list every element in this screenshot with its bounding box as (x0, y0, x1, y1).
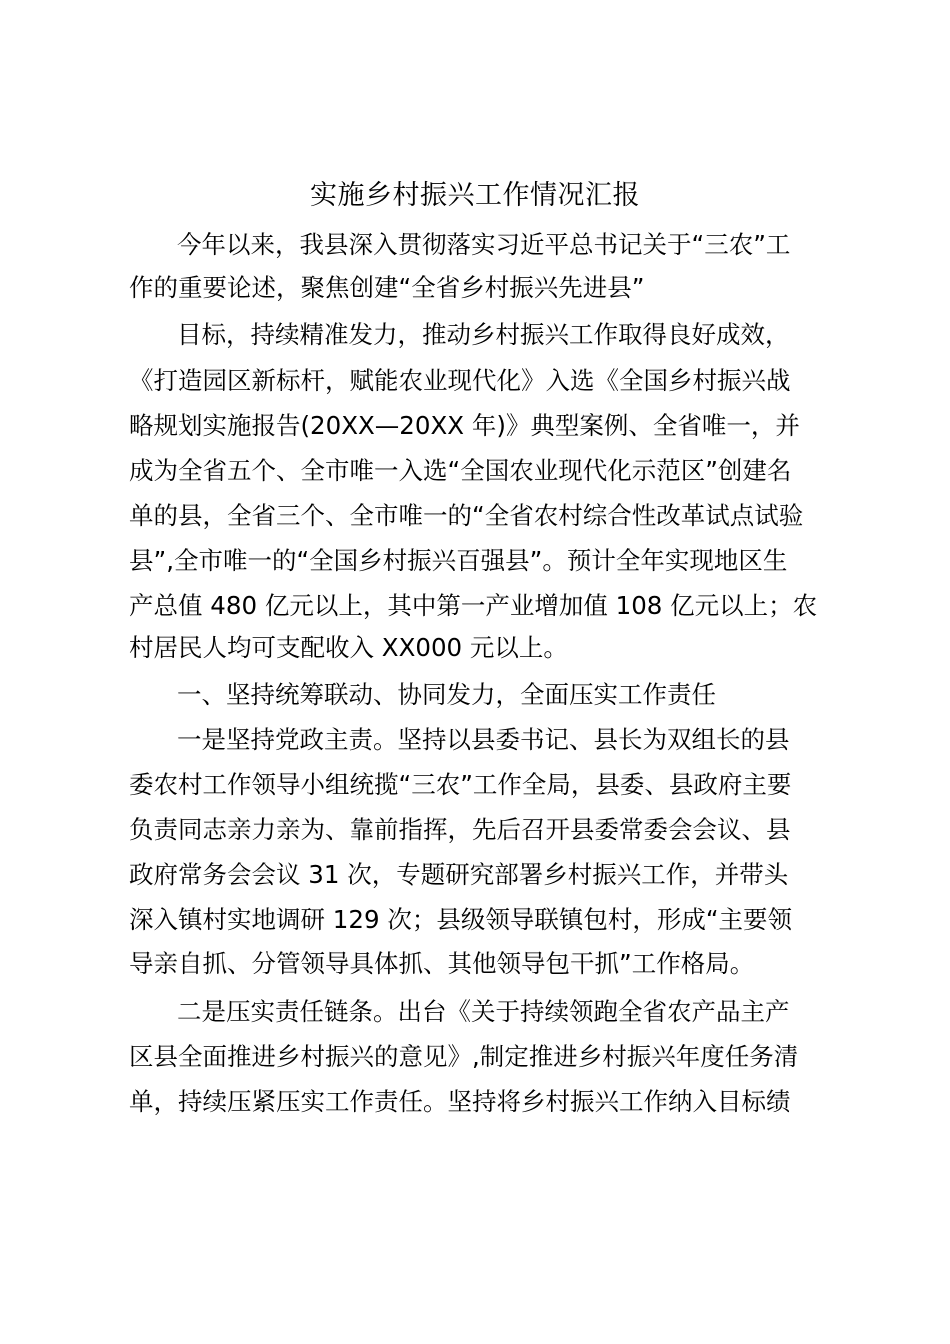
paragraph-line: 深入镇村实地调研 129 次；县级领导联镇包村，形成“主要领 (129, 905, 793, 934)
paragraph-line: 负责同志亲力亲为、靠前指挥，先后召开县委常委会会议、县 (129, 815, 791, 844)
paragraph-line: 委农村工作领导小组统揽“三农”工作全局，县委、县政府主要 (129, 770, 792, 799)
section-heading: 一、坚持统筹联动、协同发力，全面压实工作责任 (177, 680, 716, 709)
paragraph-line: 一是坚持党政主责。坚持以县委书记、县长为双组长的县 (177, 725, 790, 754)
paragraph-line: 区县全面推进乡村振兴的意见》,制定推进乡村振兴年度任务清 (129, 1042, 799, 1071)
paragraph-line: 村居民人均可支配收入 XX000 元以上。 (129, 633, 568, 662)
document-title: 实施乡村振兴工作情况汇报 (310, 180, 640, 211)
paragraph-line: 产总值 480 亿元以上，其中第一产业增加值 108 亿元以上；农 (129, 591, 818, 620)
paragraph-line: 作的重要论述，聚焦创建“全省乡村振兴先进县” (129, 273, 645, 302)
paragraph-line: 《打造园区新标杆，赋能农业现代化》入选《全国乡村振兴战 (129, 366, 791, 395)
paragraph-line: 单，持续压紧压实工作责任。坚持将乡村振兴工作纳入目标绩 (129, 1087, 791, 1116)
paragraph-line: 今年以来，我县深入贯彻落实习近平总书记关于“三农”工 (177, 230, 791, 259)
paragraph-line: 政府常务会会议 31 次，专题研究部署乡村振兴工作，并带头 (129, 860, 789, 889)
paragraph-line: 成为全省五个、全市唯一入选“全国农业现代化示范区”创建名 (129, 456, 792, 485)
paragraph-line: 二是压实责任链条。出台《关于持续领跑全省农产品主产 (177, 997, 790, 1026)
paragraph-line: 目标，持续精准发力，推动乡村振兴工作取得良好成效， (177, 320, 790, 349)
paragraph-line: 县”,全市唯一的“全国乡村振兴百强县”。预计全年实现地区生 (129, 546, 788, 575)
paragraph-line: 略规划实施报告(20XX—20XX 年)》典型案例、全省唯一，并 (129, 411, 800, 440)
paragraph-line: 导亲自抓、分管领导具体抓、其他领导包干抓”工作格局。 (129, 949, 755, 978)
paragraph-line: 单的县，全省三个、全市唯一的“全省农村综合性改革试点试验 (129, 501, 804, 530)
